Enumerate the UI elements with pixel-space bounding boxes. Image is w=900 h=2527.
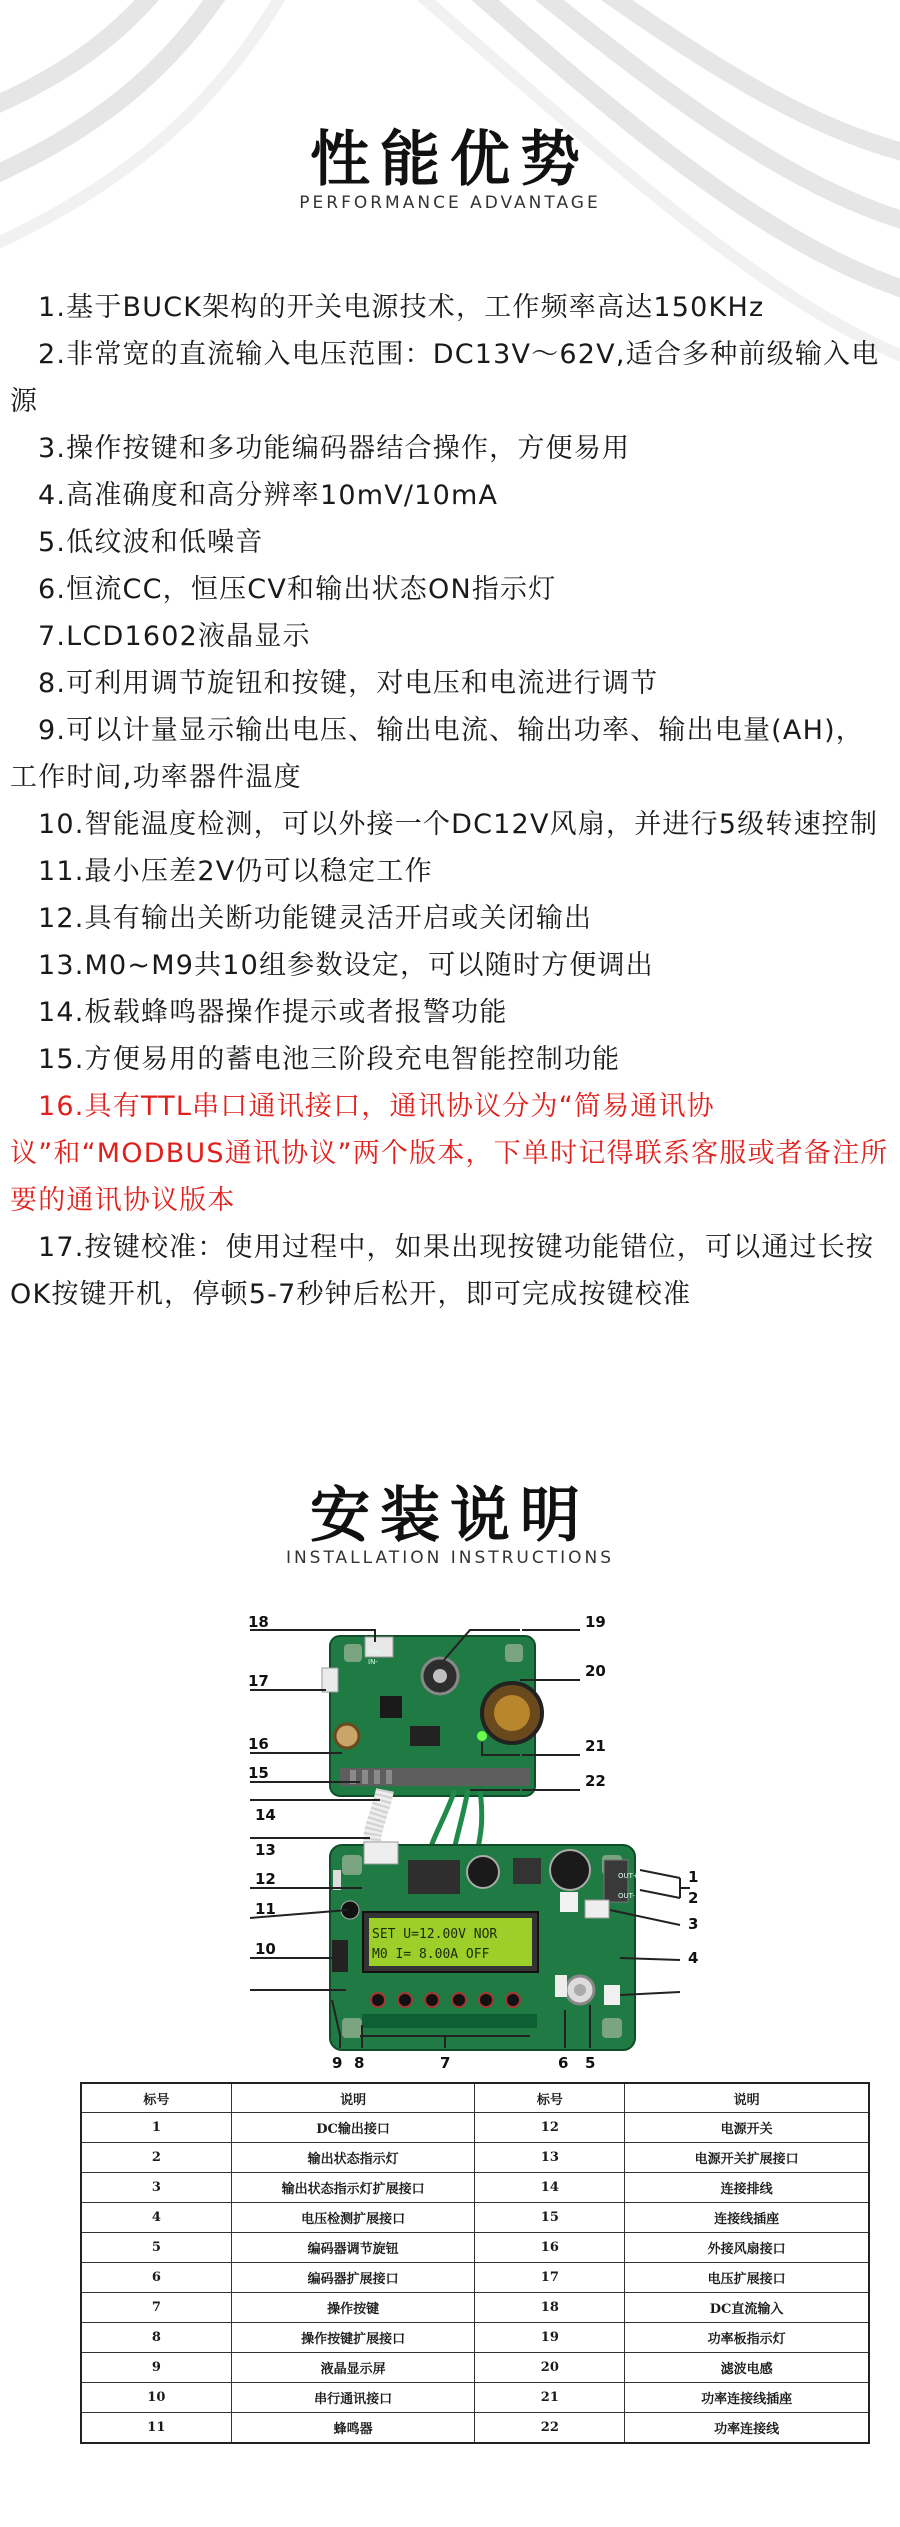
callout-1: 1 (688, 1868, 699, 1886)
legend-description-cell: DC直流输入 (625, 2293, 869, 2323)
callout-18: 18 (248, 1613, 269, 1631)
callout-11: 11 (255, 1900, 276, 1918)
installation-subtitle: INSTALLATION INSTRUCTIONS (285, 1548, 615, 1568)
feature-item: 11.最小压差2V仍可以稳定工作 (38, 856, 433, 887)
feature-item: 10.智能温度检测，可以外接一个DC12V风扇，并进行5级转速控制 (38, 809, 879, 840)
board-diagram (0, 1590, 900, 2090)
legend-description-cell: 功率板指示灯 (625, 2323, 869, 2353)
table-row (81, 2143, 869, 2173)
legend-number-cell: 13 (475, 2143, 625, 2173)
callout-7: 7 (440, 2054, 451, 2072)
feature-item: 8.可利用调节旋钮和按键，对电压和电流进行调节 (38, 668, 659, 699)
callout-9: 9 (332, 2054, 343, 2072)
callout-5: 5 (585, 2054, 596, 2072)
legend-description-cell: 外接风扇接口 (625, 2233, 869, 2263)
legend-description-cell: 液晶显示屏 (231, 2353, 475, 2383)
callout-16: 16 (248, 1735, 269, 1753)
feature-item: 5.低纹波和低噪音 (38, 527, 264, 558)
legend-description-cell: 电压扩展接口 (625, 2263, 869, 2293)
legend-number-cell: 12 (475, 2113, 625, 2143)
legend-description-cell: 操作按键扩展接口 (231, 2323, 475, 2353)
legend-number-cell: 7 (81, 2293, 231, 2323)
board-label-in-minus: IN- (368, 1658, 378, 1666)
callout-4: 4 (688, 1949, 699, 1967)
table-row (81, 2323, 869, 2353)
table-row (81, 2263, 869, 2293)
performance-title: 性能优势 (310, 125, 590, 195)
feature-item: 1.基于BUCK架构的开关电源技术，工作频率高达150KHz (38, 292, 765, 323)
feature-item: 17.按键校准：使用过程中，如果出现按键功能错位，可以通过长按OK按键开机，停顿5-7秒钟后松开，即可完成按键校准 (10, 1232, 875, 1310)
legend-number-cell: 20 (475, 2353, 625, 2383)
legend-table (80, 2082, 870, 2444)
legend-number-cell: 4 (81, 2203, 231, 2233)
table-row (81, 2413, 869, 2444)
callout-15: 15 (248, 1764, 269, 1782)
legend-number-cell: 11 (81, 2413, 231, 2444)
callout-12: 12 (255, 1870, 276, 1888)
table-row (81, 2383, 869, 2413)
header-no-left: 标号 (81, 2083, 231, 2113)
legend-description-cell: 功率连接线插座 (625, 2383, 869, 2413)
feature-item: 6.恒流CC，恒压CV和输出状态ON指示灯 (38, 574, 557, 605)
legend-description-cell: 功率连接线 (625, 2413, 869, 2444)
power-board (322, 1636, 542, 1796)
legend-number-cell: 15 (475, 2203, 625, 2233)
callout-14: 14 (255, 1806, 276, 1824)
legend-number-cell: 21 (475, 2383, 625, 2413)
table-row (81, 2293, 869, 2323)
callout-19: 19 (585, 1613, 606, 1631)
table-row (81, 2173, 869, 2203)
legend-description-cell: 输出状态指示灯 (231, 2143, 475, 2173)
legend-description-cell: DC输出接口 (231, 2113, 475, 2143)
legend-description-cell: 滤波电感 (625, 2353, 869, 2383)
feature-list (10, 284, 890, 1318)
board-label-in-plus: IN+ (368, 1648, 382, 1656)
legend-description-cell: 编码器调节旋钮 (231, 2233, 475, 2263)
callout-13: 13 (255, 1841, 276, 1859)
feature-item: 13.M0~M9共10组参数设定，可以随时方便调出 (38, 950, 654, 981)
legend-number-cell: 17 (475, 2263, 625, 2293)
callout-21: 21 (585, 1737, 606, 1755)
legend-number-cell: 9 (81, 2353, 231, 2383)
board-label-out-minus: OUT- (618, 1892, 635, 1900)
feature-item: 2.非常宽的直流输入电压范围：DC13V～62V,适合多种前级输入电源 (10, 339, 880, 417)
feature-item: 7.LCD1602液晶显示 (38, 621, 311, 652)
legend-number-cell: 18 (475, 2293, 625, 2323)
callout-22: 22 (585, 1772, 606, 1790)
callout-2: 2 (688, 1889, 699, 1907)
callout-8: 8 (354, 2054, 365, 2072)
legend-description-cell: 输出状态指示灯扩展接口 (231, 2173, 475, 2203)
legend-number-cell: 16 (475, 2233, 625, 2263)
table-row (81, 2113, 869, 2143)
table-row (81, 2353, 869, 2383)
callout-17: 17 (248, 1672, 269, 1690)
feature-item: 4.高准确度和高分辨率10mV/10mA (38, 480, 499, 511)
callout-6: 6 (558, 2054, 569, 2072)
legend-description-cell: 电源开关扩展接口 (625, 2143, 869, 2173)
legend-number-cell: 2 (81, 2143, 231, 2173)
legend-number-cell: 5 (81, 2233, 231, 2263)
feature-item: 9.可以计量显示输出电压、输出电流、输出功率、输出电量(AH)，工作时间,功率器件温度 (10, 715, 864, 793)
legend-number-cell: 8 (81, 2323, 231, 2353)
feature-item: 12.具有输出关断功能键灵活开启或关闭输出 (38, 903, 593, 934)
table-row (81, 2203, 869, 2233)
legend-number-cell: 3 (81, 2173, 231, 2203)
callout-3: 3 (688, 1915, 699, 1933)
header-desc-right: 说明 (625, 2083, 869, 2113)
legend-description-cell: 连接线插座 (625, 2203, 869, 2233)
lcd-line-1: SET U=12.00V NOR (372, 1927, 498, 1942)
legend-number-cell: 1 (81, 2113, 231, 2143)
legend-description-cell: 操作按键 (231, 2293, 475, 2323)
feature-item: 14.板载蜂鸣器操作提示或者报警功能 (38, 997, 508, 1028)
installation-title: 安装说明 (310, 1481, 590, 1551)
legend-number-cell: 14 (475, 2173, 625, 2203)
legend-description-cell: 蜂鸣器 (231, 2413, 475, 2444)
callout-10: 10 (255, 1940, 276, 1958)
lcd-line-2: M0 I= 8.00A OFF (372, 1947, 490, 1962)
legend-description-cell: 连接排线 (625, 2173, 869, 2203)
feature-item: 3.操作按键和多功能编码器结合操作，方便易用 (38, 433, 631, 464)
legend-description-cell: 电源开关 (625, 2113, 869, 2143)
table-row (81, 2233, 869, 2263)
legend-header-row (81, 2083, 869, 2113)
legend-description-cell: 编码器扩展接口 (231, 2263, 475, 2293)
performance-subtitle: PERFORMANCE ADVANTAGE (299, 193, 601, 213)
legend-description-cell: 电压检测扩展接口 (231, 2203, 475, 2233)
legend-number-cell: 19 (475, 2323, 625, 2353)
header-desc-left: 说明 (231, 2083, 475, 2113)
header-no-right: 标号 (475, 2083, 625, 2113)
legend-number-cell: 6 (81, 2263, 231, 2293)
board-label-out-plus: OUT+ (618, 1872, 639, 1880)
feature-item: 16.具有TTL串口通讯接口，通讯协议分为“简易通讯协议”和“MODBUS通讯协议”两个版本，下单时记得联系客服或者备注所要的通讯协议版本 (10, 1091, 889, 1216)
feature-item: 15.方便易用的蓄电池三阶段充电智能控制功能 (38, 1044, 621, 1075)
legend-number-cell: 10 (81, 2383, 231, 2413)
callout-20: 20 (585, 1662, 606, 1680)
legend-number-cell: 22 (475, 2413, 625, 2444)
legend-description-cell: 串行通讯接口 (231, 2383, 475, 2413)
